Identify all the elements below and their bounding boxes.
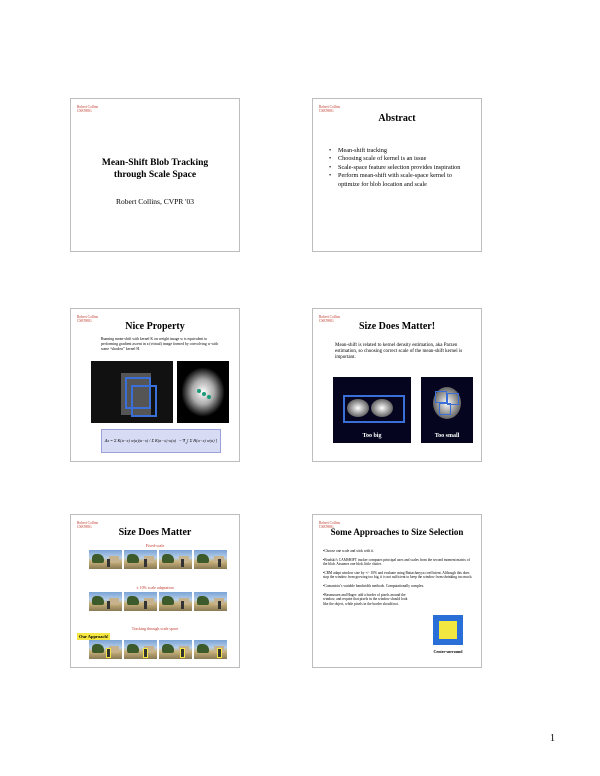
equation-box: Δx = Σ K(a−x) w(a)(a−x) / Σ K(a−x) w(a) ~ $\nabla_x$[ Σ H(a−x) w(a) ] <box>101 429 221 453</box>
frame-image <box>89 550 122 569</box>
list-item: • Scale-space feature selection provides inspiration <box>329 164 473 172</box>
slide-approaches <box>312 514 482 668</box>
list-item: •Comaniciu’s variable bandwidth methods. Computationally complex. <box>323 583 425 588</box>
too-small-image <box>421 377 473 443</box>
slide-title-text: Nice Property <box>125 321 185 332</box>
our-approach-tag: Our Approach! <box>79 634 109 639</box>
slide-title <box>70 98 240 252</box>
slide-header: Robert Collins CSE598G <box>77 105 99 114</box>
slide-header: Robert Collins CSE598G <box>319 105 341 114</box>
frame-image <box>194 640 227 659</box>
row-label: Fixed-scale <box>145 543 165 548</box>
list-item: •Rasmussen and Hager: add a border of pixels around the window, and require that pixels in the window should look like the object, while pixels in the border should not. <box>323 592 408 606</box>
slide-header: Robert Collins CSE598G <box>319 521 341 530</box>
slide-text: Running mean-shift with kernel K on weight image w is equivalent to performing gradient ascent in a (virtual) image formed by convolving w with some “shadow” kernel H. <box>101 337 219 351</box>
frame-image <box>159 550 192 569</box>
frame-image <box>124 592 157 611</box>
slide-size-matters <box>312 308 482 462</box>
list-item: •CRM adapt window size by +/- 10% and evaluate using Battacharyya coefficient. Although this does stop the window from growing too big, it is not sufficient to keep the window from shrinking too much. <box>323 570 473 580</box>
tracking-image <box>91 361 173 423</box>
author: Robert Collins, CVPR '03 <box>115 197 195 206</box>
approach-list <box>323 549 473 606</box>
list-item: •Bradski’s CAMSHIFT tracker computes principal axes and scales from the second moment matrix of the blob. Assumes one blob, little clutter. <box>323 557 470 567</box>
list-item: •Choose one scale and stick with it. <box>323 549 375 553</box>
bullet-list <box>329 147 473 189</box>
slide-title-text: Some Approaches to Size Selection <box>330 527 464 537</box>
slide-header: Robert Collins CSE598G <box>319 315 341 324</box>
list-item: • Choosing scale of kernel is an issue <box>329 155 473 163</box>
slide-title-text: Size Does Matter! <box>358 321 436 332</box>
center-surround-image <box>433 615 463 645</box>
frame-image <box>89 592 122 611</box>
slide-size-matters-2 <box>70 514 240 668</box>
frame-image <box>194 592 227 611</box>
caption: Center-surround <box>433 649 463 654</box>
slide-title-text: Mean-Shift Blob Tracking through Scale Space <box>101 158 209 180</box>
row-label: Tracking through scale space <box>131 626 179 631</box>
label-too-big: Too big <box>362 433 382 439</box>
slide-nice-property <box>70 308 240 462</box>
slide-header: Robert Collins CSE598G <box>77 521 99 530</box>
slide-abstract <box>312 98 482 252</box>
frame-image <box>124 550 157 569</box>
slide-title-text: Abstract <box>378 113 416 124</box>
list-item: • Mean-shift tracking <box>329 147 473 155</box>
list-item: • Perform mean-shift with scale-space kernel to optimize for blob location and scale <box>329 172 473 189</box>
slide-header: Robert Collins CSE598G <box>77 315 99 324</box>
slide-title-text: Size Does Matter <box>118 527 192 538</box>
weight-image <box>177 361 229 423</box>
page-number: 1 <box>550 733 555 744</box>
frame-image <box>89 640 122 659</box>
row-label: ± 10% scale adaptation <box>136 585 174 590</box>
frame-image <box>194 550 227 569</box>
label-too-small: Too small <box>434 433 460 439</box>
too-big-image <box>333 377 411 443</box>
frame-image <box>159 592 192 611</box>
frame-image <box>159 640 192 659</box>
frame-image <box>124 640 157 659</box>
slide-text: Mean-shift is related to kernel density estimation, aka Parzen estimation, so choosing correct scale of the mean-shift kernel is important. <box>335 343 463 360</box>
